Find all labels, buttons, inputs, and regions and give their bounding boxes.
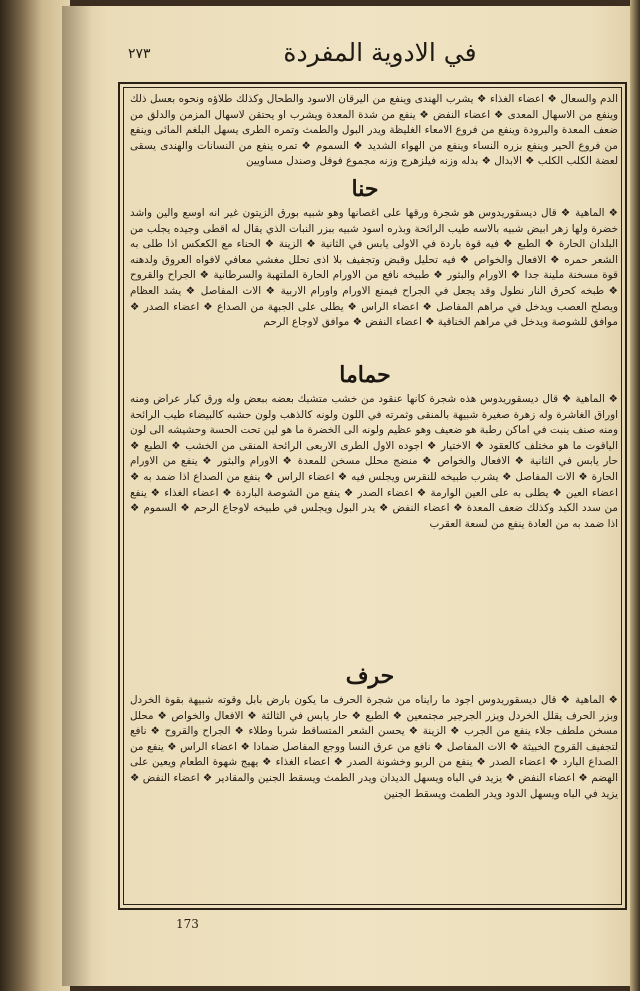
running-title: في الادوية المفردة <box>283 38 477 67</box>
section-heading-harf: حرف <box>345 663 395 689</box>
page-number-arabic: ٢٧٣ <box>128 46 151 62</box>
gutter-shadow <box>62 6 92 986</box>
intro-paragraph: الدم والسعال ❖ اعضاء الغذاء ❖ يشرب الهندى وينفع من اليرقان الاسود والطحال وكذلك طلاؤه ونحوه بعسل ذلك وينفع من الاسهال المعدى ❖ اعضاء النفض ❖ ينفع من شدة المعدة ويشرب او يحتقن لاسهال المزمن والدلق من ضعف المعدة والبرودة وينفع من فروع الامعاء الغليظة ويدر البول والطمث وتمره الطرى يسهل البلغم المائى وينفع من فروع الحير وينفع بزره النساء وينفع من الهواء الشديد ❖ السموم ❖ تمره ينفع من النسانات والهندى يسقى لعضة الكلب الكلب ❖ الابدال ❖ بدله وزنه فيلزهرج وزنه مجموع فوفل وصندل مساويين <box>130 93 618 168</box>
section-heading-hamama: حماما <box>339 362 391 388</box>
section-text-hinna: ❖ الماهية ❖ قال ديسقوريدوس هو شجرة ورقها على اغصانها وهو شبيه بورق الزيتون غير انه اوسع والين واشد خضرة ولها زهر ابيض شبيه بالاسه طيب الرائحة وبذره اسود شبيه ببزر النبات الذي يقال له اقطى وجيده يجلب من البلدان الحارة ❖ الطبع ❖ فيه قوة باردة في الاولى يابس في الثانية ❖ الزينة ❖ الحناء مع الكعكس اذا طلى به الشعر حمره ❖ الافعال والخواص ❖ فيه تحليل وقبض وتجفيف بلا اذى تحلل مغشي معافي لافواه العروق ولدهنه قوة مسخنة ملينة جدا ❖ الاورام والبثور ❖ طبيخه نافع من الاورام الحارة الملتهبة والسرطانية ❖ الجراح والقروح ❖ طبخه كحرق النار نطول وقد يجعل في الجراح فيمنع الاورام واورام الاربية ❖ الات المفاصل ❖ يشد العظام ويصلح العصب ويدخل في مراهم المفاصل ❖ اعضاء الراس ❖ يطلى على الجبهة من الصداع ❖ اعضاء الصدر ❖ موافق للشوصة ويدخل في مراهم الخناقية ❖ اعضاء النفض ❖ موافق لاوجاع الرحم <box>130 207 618 329</box>
page-number-footer: 173 <box>176 917 199 931</box>
section-text-hamama: ❖ الماهية ❖ قال ديسقوريدوس هذه شجرة كانها عنقود من خشب متشبك بعضه ببعض وله ورق كبار عراض ومنه اوراق الغاشرة وله زهرة صغيرة شبيهة بالمنقى وثمرته في اللون ولونه كالذهب ولون حشبه كالبيضاء طيب الرائحة ومنه صنف ينبت في اماكن رطبة هو ضعيف وهو عظيم ولونه الى الخضرة ما هو لين تحت الحسة وحشيشه الى لون الياقوت ما هو مختلف كالعقود ❖ الاختيار ❖ اجوده الاول الطرى الاربعى الرائحة المنقى من الخشب ❖ الطبع ❖ حار يابس في الثانية ❖ الافعال والخواص ❖ منضج محلل مسخن للمعدة ❖ الاورام والبثور ❖ ينفع من الاورام الحارة ❖ الات المفاصل ❖ يشرب طبيخه للنقرس ويجلس فيه ❖ اعضاء الراس ❖ ينفع من الصداع اذا ضمد به ❖ اعضاء العين ❖ يطلى به على العين الوارمة ❖ اعضاء الصدر ❖ ينفع من الشوصة الباردة ❖ اعضاء الغذاء ❖ ينفع من سدد الكبد وكذلك ضعف المعدة ❖ اعضاء النفض ❖ يدر البول ويجلس في طبيخه لاوجاع الرحم ❖ السموم ❖ اذا ضمد به من العادة ينفع من لسعة العقرب <box>130 393 618 530</box>
section-text-harf: ❖ الماهية ❖ قال ديسقوريدوس اجود ما رايناه من شجرة الحرف ما يكون بارض بابل وقوته شبيهة بقوة الخردل وبزر الحرف يقلل الخردل ويزر الجرجير مجتمعين ❖ الطبع ❖ حار يابس في الثالثة ❖ الافعال والخواص ❖ محلل مسخن ملطف جلاء ينفع من الجرب ❖ الزينة ❖ يحسن الشعر المتساقط شربا وطلاء ❖ الجراح والقروح ❖ نافع لتجفيف القروح الخبيثة ❖ الات المفاصل ❖ نافع من عرق النسا ووجع المفاصل ضمادا ❖ اعضاء الراس ❖ ينفع من الصداع البارد ❖ اعضاء الصدر ❖ ينفع من الربو وخشونة الصدر ❖ اعضاء الغذاء ❖ يهيج شهوة الطعام ويعين على الهضم ❖ اعضاء النفض ❖ يزيد في الباه ويسهل الديدان ويدر الطمث ويسقط الجنين والمقادير ❖ اعضاء النفض ❖ يزيد في الباه ويسهل الدود ويدر الطمث ويسقط الجنين <box>130 694 618 800</box>
book-spine-edge <box>0 0 70 991</box>
section-heading-hinna: حنا <box>351 176 379 202</box>
page-right-edge <box>630 0 640 991</box>
